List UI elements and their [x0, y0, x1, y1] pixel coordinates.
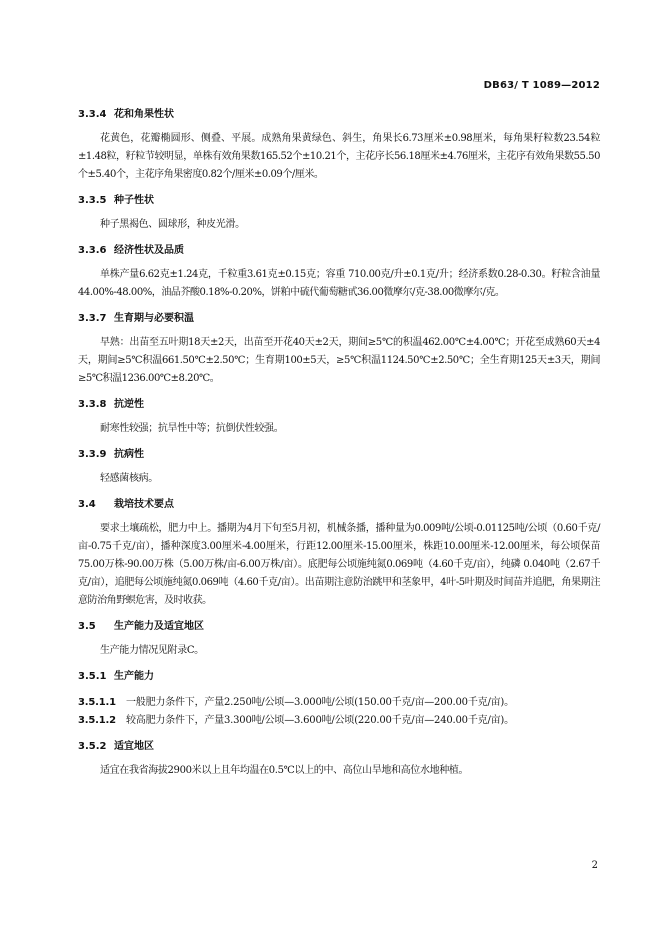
capacity-item: [78, 712, 600, 730]
section-number: 3.3.9: [78, 449, 107, 460]
section-number: 3.3.6: [78, 245, 107, 256]
document-code: DB63/ T 1089—2012: [483, 80, 600, 91]
section-heading: [78, 398, 600, 412]
document-body: [78, 108, 600, 780]
section-number: 3.5: [78, 621, 96, 632]
section-heading: [78, 108, 600, 122]
section-heading: [78, 498, 600, 512]
section-heading: [78, 740, 600, 754]
section-heading: [78, 312, 600, 326]
section-title: 种子性状: [114, 195, 154, 206]
section-text: 种子黑褐色、圆球形，种皮光滑。: [100, 219, 245, 230]
section-text: 适宜在我省海拔2900米以上且年均温在0.5℃以上的中、高位山旱地和高位水地种植。: [100, 765, 469, 776]
section-title: 抗逆性: [114, 399, 144, 410]
section-number: 3.5.1: [78, 671, 107, 682]
item-number: 3.5.1.1: [78, 697, 116, 708]
item-number: 3.5.1.2: [78, 715, 116, 726]
section-text: 早熟：出苗至五叶期18天±2天，出苗至开花40天±2天，期间≥5℃的积温462.00℃±4.00℃；开花至成熟60天±4天，期间≥5℃积温661.50℃±2.50℃；生育期100±5天，≥5℃积温1124.50℃±2.50℃；全生育期125天±3天，期间≥5℃积温1236.00℃±8.20℃。: [78, 337, 600, 384]
section-heading: [78, 620, 600, 634]
section-number: 3.5.2: [78, 741, 107, 752]
item-text: 一般肥力条件下，产量2.250吨/公顷—3.000吨/公顷(150.00千克/亩—200.00千克/亩)。: [126, 697, 514, 708]
section-title: 经济性状及品质: [114, 245, 184, 256]
page-number: 2: [591, 860, 598, 871]
section-title: 生产能力及适宜地区: [114, 621, 204, 632]
section-title: 生育期与必要积温: [114, 313, 194, 324]
section-number: 3.4: [78, 499, 96, 510]
section-title: 栽培技术要点: [114, 499, 174, 510]
section-heading: [78, 194, 600, 208]
item-text: 较高肥力条件下，产量3.300吨/公顷—3.600吨/公顷(220.00千克/亩—240.00千克/亩)。: [126, 715, 514, 726]
section-text: 轻感菌核病。: [100, 473, 158, 484]
section-heading: [78, 448, 600, 462]
section-number: 3.3.4: [78, 109, 107, 120]
section-number: 3.3.8: [78, 399, 107, 410]
capacity-item: [78, 694, 600, 712]
section-title: 生产能力: [114, 671, 154, 682]
section-heading: [78, 670, 600, 684]
section-title: 适宜地区: [114, 741, 154, 752]
section-number: 3.3.5: [78, 195, 107, 206]
section-text: 生产能力情况见附录C。: [100, 645, 204, 656]
section-text: 要求土壤疏松，肥力中上。播期为4月下旬至5月初，机械条播，播种量为0.009吨/公顷-0.01125吨/公顷（0.60千克/亩-0.75千克/亩），播种深度3.00厘米-4.00厘米，行距12.00厘米-15.00厘米，株距10.00厘米-12.00厘米，每公顷保苗75.00万株-90.00万株（5.00万株/亩-6.00万株/亩）。底肥每公顷施纯氮0.069吨（4.60千克/亩），纯磷 0.040吨（2.67千克/亩），追肥每公顷施纯氮0.069吨（4.60千克/亩）。出苗期注意防治跳甲和茎象甲，4叶-5叶期及时间苗并追肥，角果期注意防治角野螟危害，及时收获。: [78, 523, 600, 606]
section-title: 花和角果性状: [114, 109, 174, 120]
section-text: 花黄色，花瓣椭圆形、侧叠、平展。成熟角果黄绿色、斜生，角果长6.73厘米±0.98厘米，每角果籽粒数23.54粒±1.48粒，籽粒节较明显，单株有效角果数165.52个±10.21个，主花序长56.18厘米±4.76厘米，主花序有效角果数55.50个±5.40个，主花序角果密度0.82个/厘米±0.09个/厘米。: [78, 133, 600, 180]
section-title: 抗病性: [114, 449, 144, 460]
section-text: 单株产量6.62克±1.24克，千粒重3.61克±0.15克；容重 710.00克/升±0.1克/升；经济系数0.28-0.30。籽粒含油量44.00%-48.00%，油品芥酸0.18%-0.20%，饼粕中硫代葡萄糖甙36.00微摩尔/克-38.00微摩尔/克。: [78, 269, 600, 298]
section-text: 耐寒性较强；抗旱性中等；抗倒伏性较强。: [100, 423, 284, 434]
section-heading: [78, 244, 600, 258]
section-number: 3.3.7: [78, 313, 107, 324]
